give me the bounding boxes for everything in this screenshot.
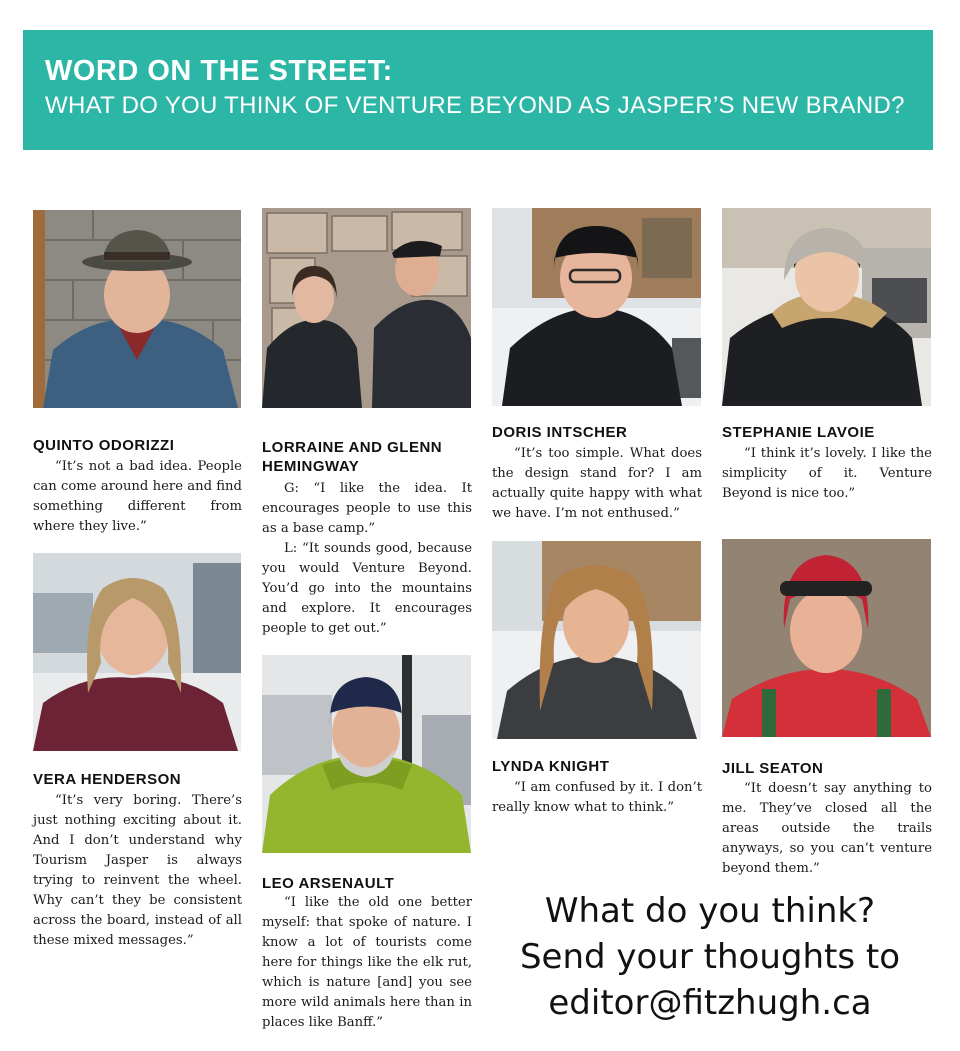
quote-lorraine: L: “It sounds good, because you would Venture Beyond. You’d go into the mountains and explore. It encourages people to get out.”: [262, 541, 472, 636]
quote-lynda: “I am confused by it. I don’t really know what to think.”: [492, 780, 702, 815]
header-banner: [23, 30, 933, 150]
cta-email: editor@fitzhugh.ca: [548, 983, 872, 1023]
quote-vera: “It’s very boring. There’s just nothing exciting about it. And I don’t understand why Tourism Jasper is always trying to reinvent the wheel. Why can’t they be consistent across the board, instead of all these mixed messages.”: [33, 793, 242, 948]
photo-doris-intscher: [492, 208, 701, 406]
quote-leo: “I like the old one better myself: that spoke of nature. I know a lot of tourists come here for things like the elk rut, which is nature [and] you see more wild animals here than in places like Banff.”: [262, 895, 472, 1030]
quote-lorraine-glenn: [262, 479, 472, 639]
photo-vera-henderson: [33, 553, 241, 751]
person-name-stephanie: STEPHANIE LAVOIE: [722, 424, 875, 441]
person-name-jill: JILL SEATON: [722, 760, 824, 777]
person-name-lorraine-glenn: LORRAINE AND GLENN HEMINGWAY: [262, 439, 443, 475]
photo-stephanie-lavoie: [722, 208, 931, 406]
photo-lynda-knight: [492, 541, 701, 739]
page-title: WORD ON THE STREET:: [45, 55, 393, 87]
photo-quinto-odorizzi: [33, 210, 241, 408]
photo-jill-seaton: [722, 539, 931, 737]
person-name-doris: DORIS INTSCHER: [492, 424, 628, 441]
quote-doris: “It’s too simple. What does the design stand for? I am actually quite happy with what we have. I’m not enthused.”: [492, 446, 702, 521]
person-name-leo: LEO ARSENAULT: [262, 875, 395, 892]
quote-jill: “It doesn’t say anything to me. They’ve closed all the areas outside the trails anyways, so you can’t venture beyond them.”: [722, 781, 932, 876]
person-name-lynda: LYNDA KNIGHT: [492, 758, 610, 775]
quote-stephanie: “I think it’s lovely. I like the simplicity of it. Venture Beyond is nice too.”: [722, 446, 932, 501]
page-subtitle: WHAT DO YOU THINK OF VENTURE BEYOND AS JASPER’S NEW BRAND?: [45, 92, 905, 119]
photo-lorraine-glenn-hemingway: [262, 208, 471, 408]
quote-quinto: “It’s not a bad idea. People can come around here and find something different from where they live.”: [33, 459, 242, 534]
cta-question: What do you think?: [544, 891, 876, 931]
photo-leo-arsenault: [262, 655, 471, 853]
person-name-quinto: QUINTO ODORIZZI: [33, 437, 175, 454]
quote-glenn: G: “I like the idea. It encourages people to use this as a base camp.”: [262, 481, 472, 536]
person-name-vera: VERA HENDERSON: [33, 771, 182, 788]
call-to-action: [500, 888, 920, 1026]
cta-instruction: Send your thoughts to: [519, 937, 901, 977]
